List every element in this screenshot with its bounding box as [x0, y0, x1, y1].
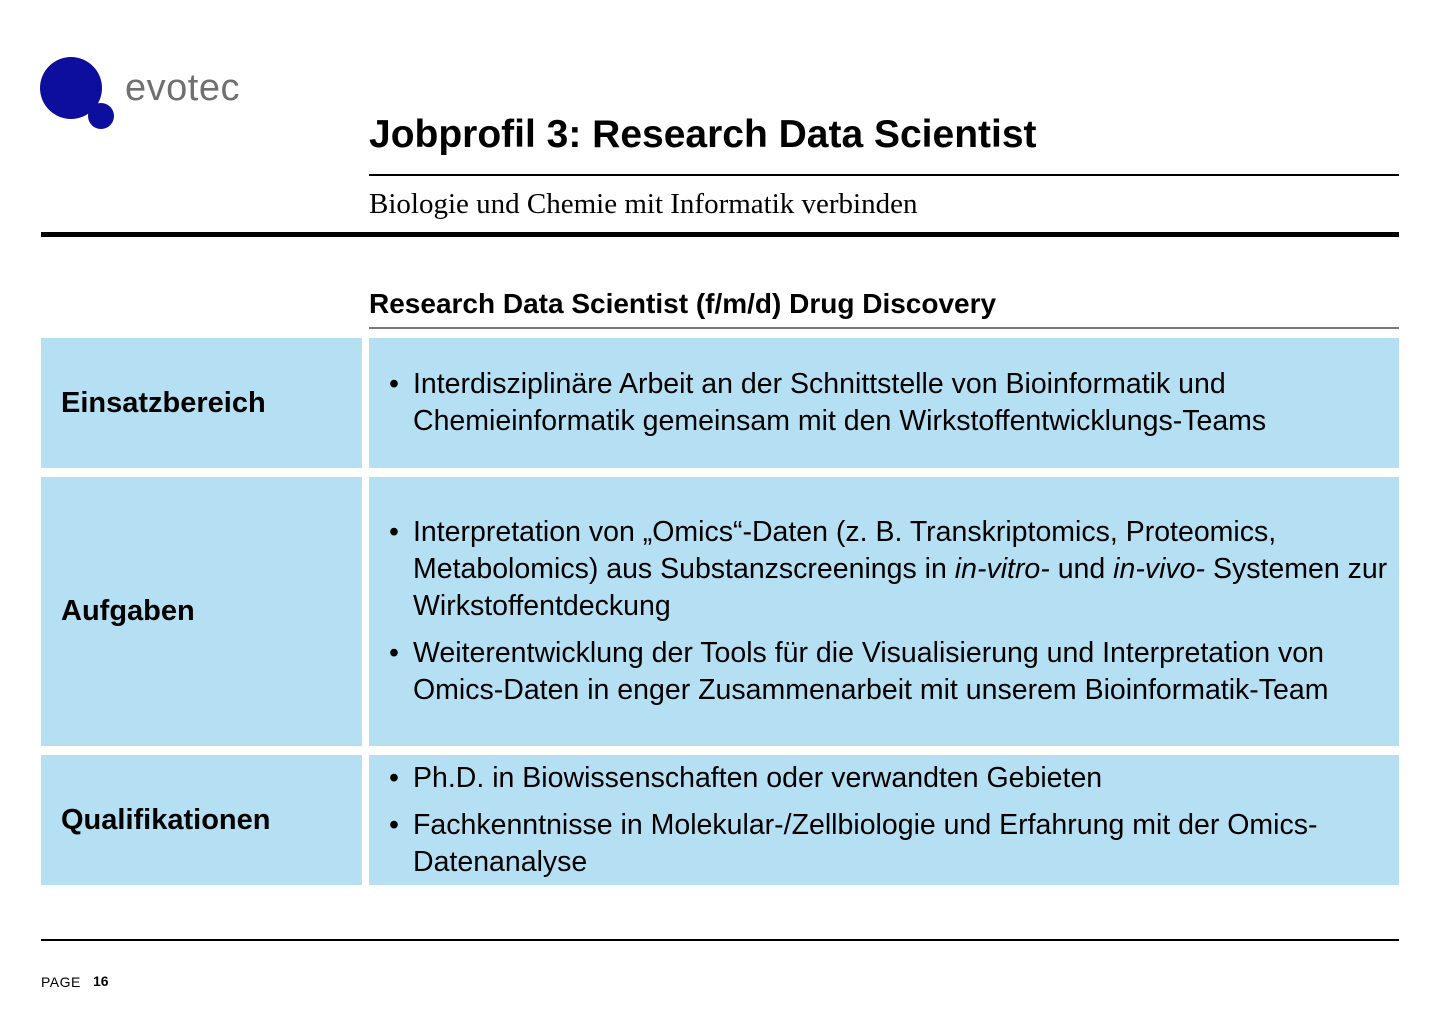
- job-title-divider: [369, 327, 1399, 329]
- bullet-item: • Ph.D. in Biowissenschaften oder verwandten Gebieten: [413, 760, 1399, 797]
- row-label: Aufgaben: [61, 595, 195, 627]
- logo-wordmark: evotec: [125, 67, 240, 109]
- slide-title: Jobprofil 3: Research Data Scientist: [369, 113, 1037, 156]
- bullet-item: • Fachkenntnisse in Molekular-/Zellbiologie und Erfahrung mit der Omics-Datenanalyse: [413, 807, 1399, 881]
- title-divider: [369, 174, 1399, 176]
- page-label: PAGE: [41, 974, 81, 990]
- bullet-item: • Weiterentwicklung der Tools für die Visualisierung und Interpretation von Omics-Daten in enger Zusammenarbeit mit unserem Bioinformatik-Team: [413, 635, 1399, 709]
- bullet-italic-text: in-vitro-: [954, 553, 1050, 585]
- row-label: Qualifikationen: [61, 803, 271, 836]
- bullet-italic-text: in-vivo-: [1113, 553, 1206, 585]
- row-aufgaben: [41, 477, 1399, 746]
- page-number: 16: [93, 973, 109, 989]
- row-label: Einsatzbereich: [61, 386, 266, 419]
- row-label-cell: [41, 338, 362, 468]
- row-label-cell: [41, 477, 362, 746]
- bullet-text: und: [1049, 553, 1114, 585]
- row-qualifikationen: [41, 755, 1399, 885]
- row-content-cell: [369, 477, 1399, 746]
- job-title-heading: Research Data Scientist (f/m/d) Drug Discovery: [369, 288, 997, 319]
- row-content-cell: [369, 755, 1399, 885]
- bullet-text: Interpretation von „Omics“-Daten (z. B. Transkriptomics, Proteomics, Metabolomics) aus Substanzscreenings in: [413, 516, 1277, 585]
- row-einsatzbereich: [41, 338, 1399, 468]
- footer-divider: [41, 939, 1399, 941]
- slide-subtitle: Biologie und Chemie mit Informatik verbinden: [369, 188, 918, 220]
- bullet-list: [369, 760, 1399, 881]
- evotec-logo: [40, 55, 270, 135]
- bullet-text: Systemen zur Wirkstoffentdeckung: [413, 553, 1388, 622]
- bullet-list: [369, 366, 1399, 440]
- bullet-list: [369, 514, 1399, 709]
- row-content-cell: [369, 338, 1399, 468]
- row-label-cell: [41, 755, 362, 885]
- bullet-item: [413, 514, 1399, 625]
- header-divider: [41, 232, 1399, 237]
- bullet-item: • Interdisziplinäre Arbeit an der Schnittstelle von Bioinformatik und Chemieinformatik gemeinsam mit den Wirkstoffentwicklungs-Teams: [413, 366, 1399, 440]
- logo-dot-small: [88, 103, 114, 129]
